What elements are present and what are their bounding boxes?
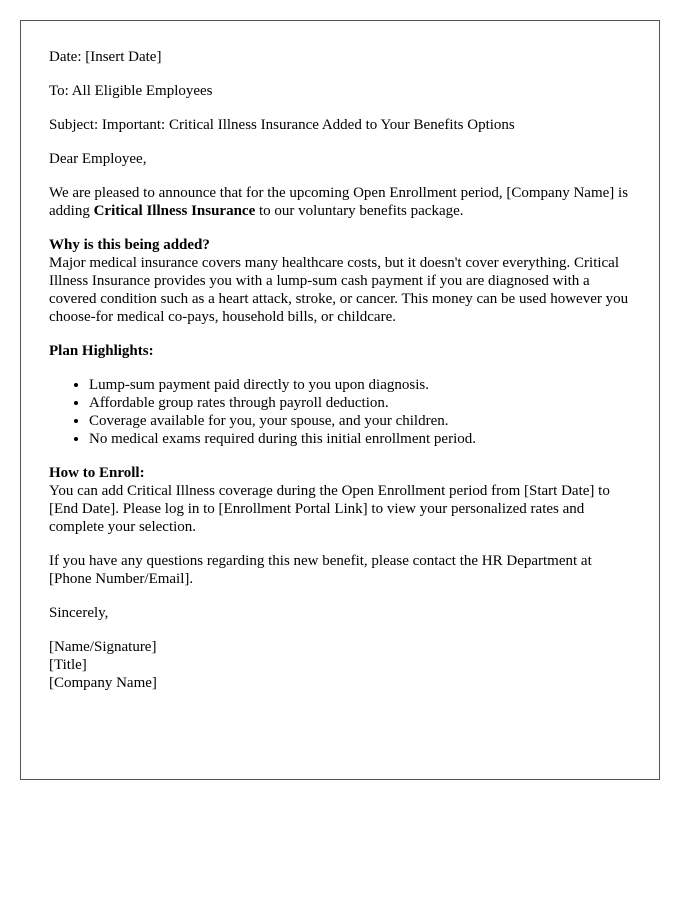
intro-product-name: Critical Illness Insurance bbox=[93, 203, 256, 219]
enroll-heading: How to Enroll: bbox=[49, 465, 145, 481]
plan-highlights-list bbox=[49, 376, 631, 448]
plan-highlights-heading: Plan Highlights: bbox=[49, 343, 154, 359]
letter-document bbox=[20, 20, 660, 780]
why-body: Major medical insurance covers many healthcare costs, but it doesn't cover everything. Critical Illness Insurance provides you with a lump-sum cash payment if you are diagnosed with a covered condition such as a heart attack, stroke, or cancer. This money can be used however you choose-for medical co-pays, household bills, or childcare. bbox=[49, 255, 629, 325]
signature-name: [Name/Signature] bbox=[49, 639, 157, 655]
highlight-item: • Coverage available for you, your spouse, and your children. bbox=[89, 412, 631, 430]
intro-text-end: to our voluntary benefits package. bbox=[255, 203, 464, 219]
questions-paragraph: If you have any questions regarding this new benefit, please contact the HR Department at [Phone Number/Email]. bbox=[49, 553, 592, 587]
intro-paragraph bbox=[49, 184, 631, 220]
intro-text-start: We are pleased to announce that for the upcoming Open Enrollment period, [Company Name] is adding bbox=[49, 185, 629, 219]
why-section bbox=[49, 236, 631, 326]
why-heading: Why is this being added? bbox=[49, 237, 210, 253]
highlight-item: • No medical exams required during this initial enrollment period. bbox=[89, 430, 631, 448]
highlight-item: • Lump-sum payment paid directly to you upon diagnosis. bbox=[89, 376, 631, 394]
enroll-section bbox=[49, 464, 631, 536]
recipient-line: To: All Eligible Employees bbox=[49, 83, 213, 99]
subject-line: Subject: Important: Critical Illness Insurance Added to Your Benefits Options bbox=[49, 117, 515, 133]
signature-company: [Company Name] bbox=[49, 675, 157, 691]
enroll-body: You can add Critical Illness coverage during the Open Enrollment period from [Start Date] to [End Date]. Please log in to [Enrollment Portal Link] to view your personalized rates and complete your selection. bbox=[49, 483, 610, 535]
signature-block bbox=[49, 638, 631, 692]
greeting: Dear Employee, bbox=[49, 151, 147, 167]
closing: Sincerely, bbox=[49, 605, 109, 621]
date-line: Date: [Insert Date] bbox=[49, 49, 162, 65]
signature-title: [Title] bbox=[49, 657, 87, 673]
highlight-item: • Affordable group rates through payroll deduction. bbox=[89, 394, 631, 412]
